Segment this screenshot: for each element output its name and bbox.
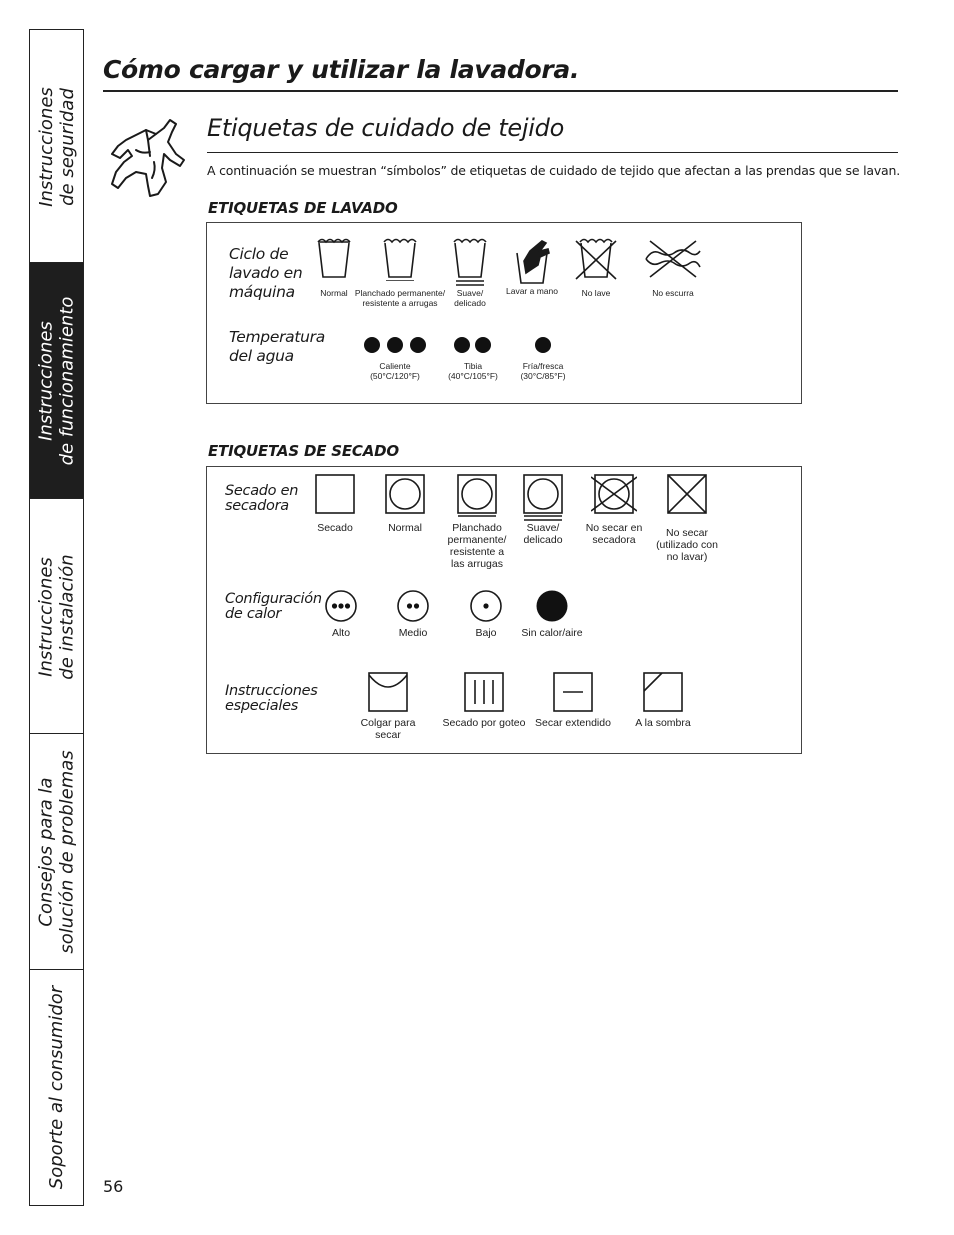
one-dot-icon [533, 335, 553, 355]
heat-medium-icon [396, 589, 430, 623]
do-not-wash-icon [574, 237, 618, 281]
no-heat-symbol: Sin calor/aire [517, 589, 587, 639]
sidebar-tabs [29, 29, 84, 1206]
tab-label-line: de instalación [56, 553, 78, 680]
no-heat-icon [535, 589, 569, 623]
dry-flat-symbol: Secar extendido [533, 671, 613, 729]
tab-label-line: de seguridad [56, 87, 78, 206]
heat-low-symbol: Bajo [466, 589, 506, 639]
tab-label-line: Instrucciones [35, 556, 57, 677]
tumble-dry-symbol: Secado [311, 473, 359, 534]
dry-in-shade-icon [642, 671, 684, 713]
tab-funcionamiento[interactable] [29, 262, 84, 499]
tab-label-line: Instrucciones [35, 86, 57, 207]
washing-heading: ETIQUETAS DE LAVADO [208, 199, 398, 217]
three-dots-icon [362, 335, 428, 355]
dry-flat-icon [552, 671, 594, 713]
tab-label-line: solución de problemas [56, 750, 78, 954]
special-instructions-label: Instrucciones especiales [225, 683, 318, 714]
section-title: Etiquetas de cuidado de tejido [207, 114, 564, 142]
drying-panel [206, 466, 802, 754]
drip-dry-symbol: Secado por goteo [441, 671, 527, 729]
heat-medium-symbol: Medio [393, 589, 433, 639]
two-dots-icon [452, 335, 494, 355]
dry-in-shade-symbol: A la sombra [627, 671, 699, 729]
tumble-normal-symbol: Normal [381, 473, 429, 534]
square-circle-two-bars-icon [522, 473, 564, 521]
heat-low-icon [469, 589, 503, 623]
do-not-wring-symbol: No escurra [641, 239, 705, 298]
tumble-delicate-symbol: Suave/ delicado [519, 473, 567, 546]
tab-consumidor[interactable] [29, 969, 84, 1206]
page-title: Cómo cargar y utilizar la lavadora. [103, 55, 580, 84]
temp-cold-symbol: Fría/fresca (30°C/85°F) [513, 335, 573, 381]
line-dry-icon [367, 671, 409, 713]
washing-panel [206, 222, 802, 404]
heat-high-symbol: Alto [321, 589, 361, 639]
do-not-dry-symbol: No secar (utilizado con no lavar) [651, 473, 723, 563]
temp-hot-symbol: Caliente (50°C/120°F) [359, 335, 431, 381]
tab-label-line: Soporte al consumidor [46, 985, 67, 1190]
tub-one-bar-icon [380, 237, 420, 281]
tub-two-bars-icon [450, 237, 490, 287]
temp-warm-symbol: Tibia (40°C/105°F) [443, 335, 503, 381]
hand-wash-icon [512, 239, 552, 285]
tab-problemas[interactable] [29, 733, 84, 970]
shirt-mascot-icon [106, 116, 186, 198]
square-circle-one-bar-icon [456, 473, 498, 517]
square-circle-icon [384, 473, 426, 515]
page-number: 56 [103, 1177, 124, 1196]
line-dry-symbol: Colgar para secar [347, 671, 429, 741]
wash-permanent-press-symbol: Planchado permanente/ resistente a arrugas [345, 237, 455, 308]
drip-dry-icon [463, 671, 505, 713]
do-not-tumble-dry-symbol: No secar en secadora [581, 473, 647, 546]
tumble-dry-label: Secado en secadora [225, 483, 299, 514]
square-icon [314, 473, 356, 515]
intro-text: A continuación se muestran “símbolos” de etiquetas de cuidado de tejido que afectan a las prendas que se lavan. [207, 163, 901, 178]
cycle-label: Ciclo de lavado en máquina [229, 245, 303, 301]
tab-seguridad[interactable] [29, 29, 84, 263]
tab-label-line: Consejos para la [35, 777, 57, 927]
do-not-wring-icon [642, 239, 704, 279]
do-not-dry-icon [666, 473, 708, 515]
water-temp-label: Temperatura del agua [229, 328, 325, 365]
section-divider [207, 152, 898, 153]
wash-delicate-symbol: Suave/ delicado [447, 237, 493, 308]
tab-instalacion[interactable] [29, 498, 84, 734]
heat-setting-label: Configuración de calor [225, 591, 322, 622]
title-divider [103, 90, 898, 92]
tab-label-line: Instrucciones [35, 321, 57, 441]
heat-high-icon [324, 589, 358, 623]
do-not-wash-symbol: No lave [573, 237, 619, 298]
hand-wash-symbol: Lavar a mano [501, 239, 563, 296]
drying-heading: ETIQUETAS DE SECADO [208, 442, 399, 460]
tumble-permanent-press-symbol: Planchado permanente/ resistente a las arrugas [443, 473, 511, 570]
wash-normal-symbol: Normal [311, 237, 357, 298]
tab-label-line: de funcionamiento [56, 296, 78, 466]
do-not-tumble-dry-icon [591, 473, 637, 515]
